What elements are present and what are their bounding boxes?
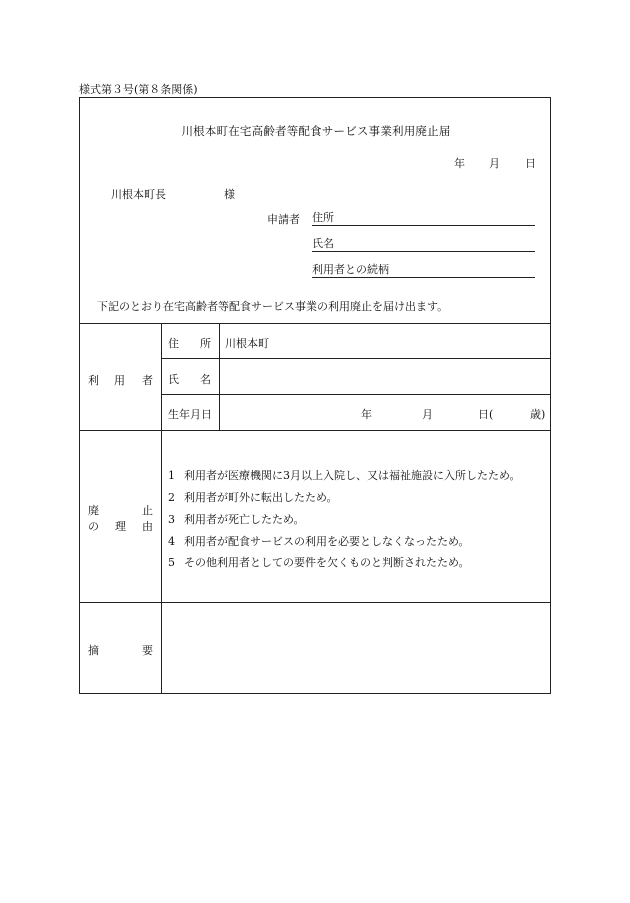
table-top-border (80, 323, 550, 324)
reason-label-char-1: 廃 (88, 504, 99, 517)
summary-label-char-1: 摘 (88, 644, 99, 657)
applicant-name-field[interactable] (312, 237, 535, 252)
user-label-char-1: 利 (88, 374, 99, 387)
reason-number: 3 (168, 513, 175, 526)
dob-day-label: 日( (478, 408, 494, 421)
reason-text: 利用者が死亡したため。 (184, 513, 305, 526)
user-name-value[interactable] (225, 366, 545, 388)
reason-label-char-4: 理 (115, 520, 126, 533)
reason-label-char-2: 止 (142, 504, 153, 517)
reason-item-4[interactable] (168, 533, 470, 549)
addressee-honorific: 様 (224, 188, 235, 201)
reason-item-3[interactable] (168, 511, 305, 527)
dob-age-label: 歳) (530, 408, 546, 421)
dob-label: 生年月日 (168, 408, 212, 421)
form-title: 川根本町在宅高齢者等配食サービス事業利用廃止届 (181, 124, 451, 138)
addressee-name: 川根本町長 (111, 188, 166, 201)
reason-top-border (80, 430, 550, 431)
reason-item-5[interactable] (168, 554, 470, 570)
reason-item-2[interactable] (168, 489, 338, 505)
applicant-name-label: 氏名 (312, 237, 334, 250)
dob-year-label: 年 (361, 408, 372, 421)
reason-number: 4 (168, 535, 175, 548)
date-day-label: 日 (525, 157, 536, 170)
sublabel-column-divider (219, 323, 220, 430)
reason-number: 5 (168, 556, 175, 569)
address-label-char-1: 住 (168, 337, 179, 350)
user-address-value[interactable]: 川根本町 (225, 337, 269, 350)
form-frame (79, 97, 551, 694)
user-label-char-2: 用 (114, 374, 125, 387)
dob-month-label: 月 (422, 408, 433, 421)
reason-number: 1 (168, 469, 175, 482)
reason-text: 利用者が町外に転出したため。 (184, 491, 338, 504)
name-label-char-1: 氏 (168, 373, 179, 386)
date-year-label: 年 (454, 157, 465, 170)
user-label-char-3: 者 (142, 374, 153, 387)
reason-text: その他利用者としての要件を欠くものと判断されたため。 (184, 556, 470, 569)
reason-label-char-5: 由 (142, 520, 153, 533)
summary-top-border (80, 602, 550, 603)
label-column-divider (161, 323, 162, 694)
applicant-label: 申請者 (267, 213, 300, 226)
form-number: 様式第３号(第８条関係) (79, 83, 198, 96)
summary-label-char-2: 要 (142, 644, 153, 657)
reason-text: 利用者が配食サービスの利用を必要としなくなったため。 (184, 535, 470, 548)
reason-item-1[interactable] (168, 467, 521, 483)
reason-label-char-3: の (88, 520, 99, 533)
address-label-char-2: 所 (200, 337, 211, 350)
statement-text: 下記のとおり在宅高齢者等配食サービス事業の利用廃止を届け出ます。 (97, 300, 449, 313)
reason-text: 利用者が医療機関に3月以上入院し、又は福祉施設に入所したため。 (184, 469, 521, 482)
applicant-relationship-label: 利用者との続柄 (312, 263, 389, 276)
reason-number: 2 (168, 491, 175, 504)
name-label-char-2: 名 (200, 373, 211, 386)
applicant-address-label: 住所 (312, 211, 334, 224)
summary-input-area[interactable] (168, 610, 543, 686)
date-month-label: 月 (489, 157, 500, 170)
applicant-relationship-field[interactable] (312, 263, 535, 278)
applicant-address-field[interactable] (312, 211, 535, 226)
